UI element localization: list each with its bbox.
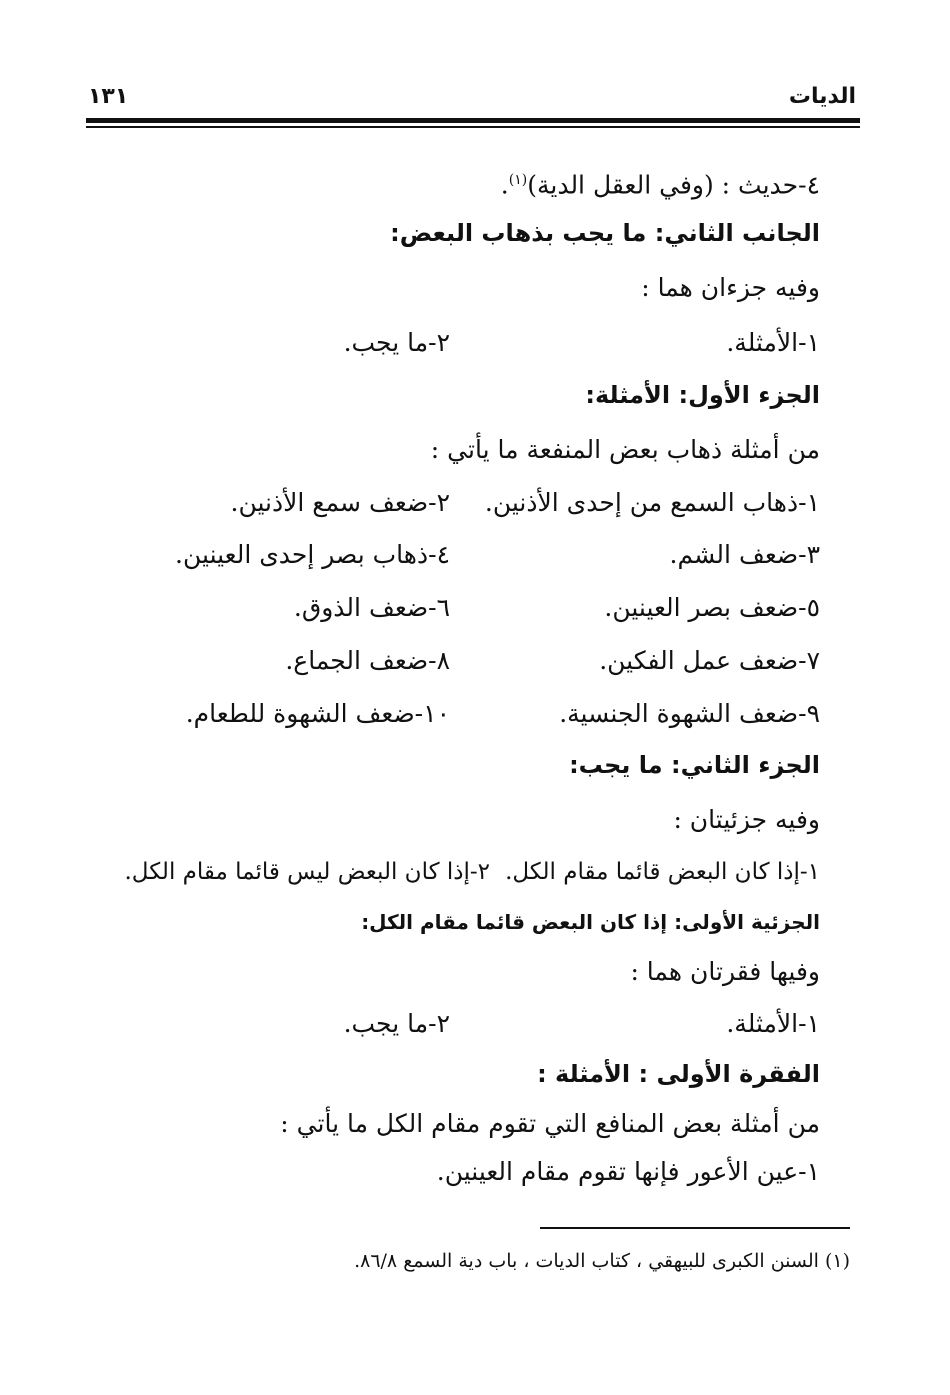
- item: ١-إذا كان البعض قائما مقام الكل.: [505, 859, 820, 885]
- item: ١-الأمثلة.: [726, 1009, 820, 1038]
- item: ٢-ما يجب.: [343, 328, 450, 357]
- text-line: وفيه جزءان هما :: [641, 273, 820, 302]
- two-column-line: [80, 323, 820, 363]
- item: ١-ذهاب السمع من إحدى الأذنين.: [484, 488, 820, 517]
- item: ٢-ما يجب.: [343, 1009, 450, 1038]
- page-number: ١٣١: [88, 84, 129, 109]
- two-column-line: [80, 1004, 820, 1044]
- heading-second-aspect: الجانب الثاني: ما يجب بذهاب البعض:: [390, 219, 820, 247]
- text-line-hadith: [80, 160, 820, 205]
- header-rule-thin: [86, 126, 860, 128]
- text-line: وفيها فقرتان هما :: [630, 957, 820, 986]
- item: ٦-ضعف الذوق.: [293, 593, 450, 622]
- hadith-end: .: [500, 170, 509, 200]
- heading-first-subpart: الجزئية الأولى: إذا كان البعض قائما مقام الكل:: [361, 910, 820, 934]
- running-header-title: الديات: [788, 84, 856, 109]
- two-column-line: [80, 694, 820, 734]
- text-line: من أمثلة ذهاب بعض المنفعة ما يأتي :: [430, 435, 820, 464]
- text-line: وفيه جزئيتان :: [673, 805, 820, 834]
- heading-part-one: الجزء الأول: الأمثلة:: [585, 381, 820, 409]
- item: ٣-ضعف الشم.: [669, 540, 820, 569]
- item: ٢-إذا كان البعض ليس قائما مقام الكل.: [124, 859, 490, 885]
- item: ٨-ضعف الجماع.: [285, 646, 450, 675]
- item: ٤-ذهاب بصر إحدى العينين.: [175, 540, 450, 569]
- item: ١٠-ضعف الشهوة للطعام.: [185, 699, 450, 728]
- text-line: ١-عين الأعور فإنها تقوم مقام العينين.: [436, 1157, 820, 1186]
- text-line: من أمثلة بعض المنافع التي تقوم مقام الكل ما يأتي :: [280, 1109, 820, 1138]
- footnote-rule: [540, 1227, 850, 1229]
- two-column-line: [80, 483, 820, 523]
- footnote: (١) السنن الكبرى للبيهقي ، كتاب الديات ، باب دية السمع ٨٦/٨.: [354, 1250, 850, 1272]
- two-column-line: [80, 588, 820, 628]
- footnote-ref: (١): [508, 172, 528, 188]
- two-column-line: [80, 641, 820, 681]
- two-column-line: [80, 852, 820, 892]
- header-rule: [86, 118, 860, 123]
- item: ١-الأمثلة.: [726, 328, 820, 357]
- heading-part-two: الجزء الثاني: ما يجب:: [569, 751, 820, 779]
- two-column-line: [80, 535, 820, 575]
- heading-first-paragraph: الفقرة الأولى : الأمثلة :: [537, 1060, 820, 1088]
- item: ٩-ضعف الشهوة الجنسية.: [559, 699, 820, 728]
- hadith-text: ٤-حديث : (وفي العقل الدية): [527, 170, 820, 200]
- item: ٥-ضعف بصر العينين.: [604, 593, 820, 622]
- item: ٧-ضعف عمل الفكين.: [599, 646, 820, 675]
- item: ٢-ضعف سمع الأذنين.: [230, 488, 450, 517]
